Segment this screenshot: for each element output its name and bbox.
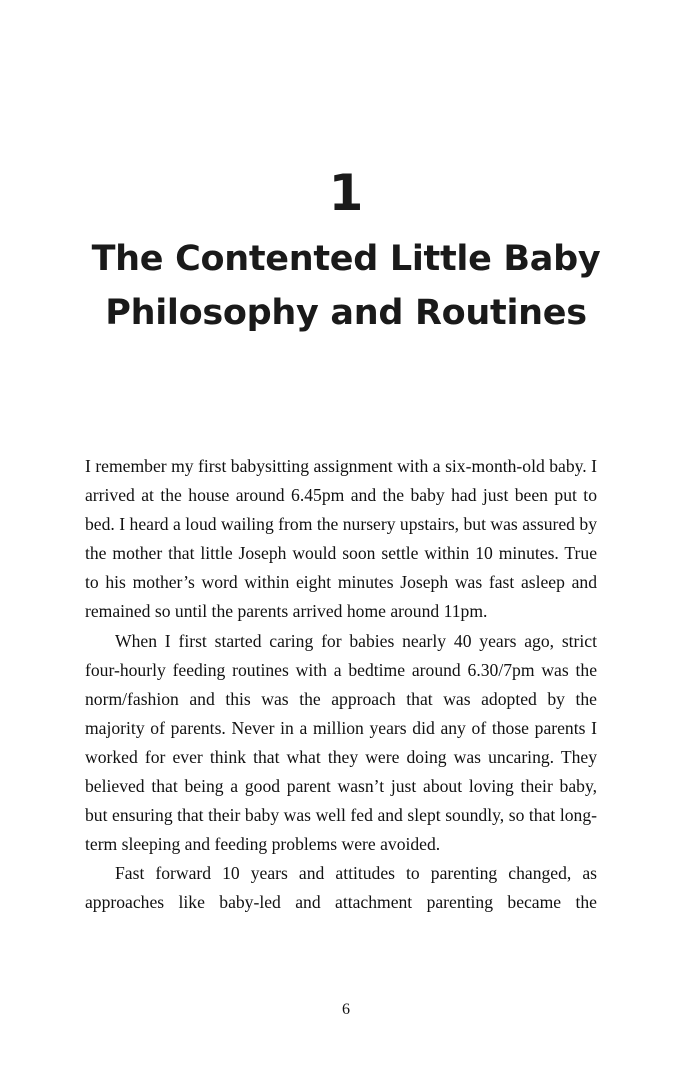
body-text [85,452,597,918]
paragraph-1: I remember my first babysitting assignment with a six-month-old baby. I arrived at the house around 6.45pm and the baby had just been put to bed. I heard a loud wailing from the nursery upstairs, but was assured by the mother that little Joseph would soon settle within 10 minutes. True to his mother’s word within eight minutes Joseph was fast asleep and remained so until the parents arrived home around 11pm. [85,456,597,622]
chapter-title-line-2: Philosophy and Routines [105,293,587,333]
paragraph-3: Fast forward 10 years and attitudes to parenting changed, as approaches like baby-led and attachment parenting became the [85,863,597,913]
paragraph-2: When I first started caring for babies nearly 40 years ago, strict four-hourly feeding routines with a bedtime around 6.30/7pm was the norm/fashion and this was the approach that was adopted by the majority of parents. Never in a million years did any of those parents I worked for ever think that what they were doing was uncaring. They believed that being a good parent wasn’t just about loving their baby, but ensuring that their baby was well fed and slept soundly, so that long-term sleeping and feeding problems were avoided. [85,630,597,855]
page-number: 6 [342,1001,350,1018]
chapter-title-line-1: The Contented Little Baby [91,239,601,279]
chapter-number: 1 [328,164,364,222]
chapter-title [40,232,652,340]
